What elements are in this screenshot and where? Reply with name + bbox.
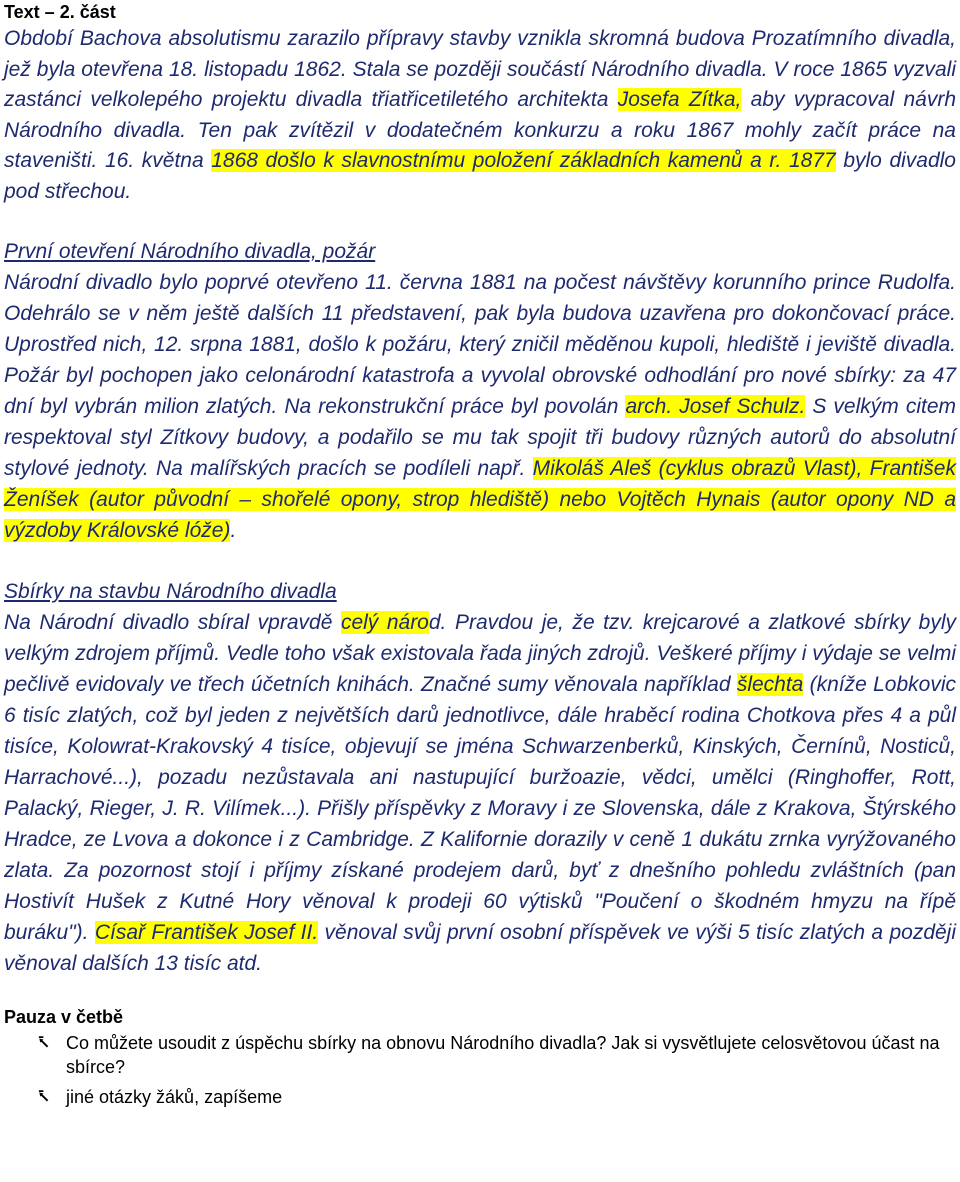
intro-text-1: Období Bachova absolutismu zarazilo přípravy stavby vznikla skromná budova Prozatímního divadla, jež byla otevřena 18. listopadu 1862. Stala se později součástí Národního divadla. V roce 1865 vyzvali zastánci velkolepého projektu divadla třiatřicetiletého architekta — [4, 27, 956, 111]
collections-text-3: (kníže Lobkovic 6 tisíc zlatých, což byl jeden z největších darů jednotlivce, dále hraběcí rodina Chotkova přes 4 a půl tisíce, Kolowrat-Krakovský 4 tisíce, objevují se jména Schwarzenberků, Kinských, Černínů, Nosticů, Harrachové...), pozadu nezůstavala ani nastupující buržoazie, vědci, umělci (Ringhoffer, Rott, Palacký, Rieger, J. R. Vilímek...). Přišly příspěvky z Moravy i ze Slovenska, dále z Krakova, Štýrského Hradce, ze Lvova a dokonce i z Cambridge. Z Kalifornie dorazily v ceně 1 dukátu zrnka vyrýžovaného zlata. Za pozornost stojí i příjmy získané prodejem darů, byť z dnešního pohledu zvláštních (pan Hostivít Hušek z Kutné Hory věnoval k prodeji 60 výtisků "Poučení o škodném hmyzu na řípě buráku"). — [4, 673, 956, 944]
opening-text-2: S velkým citem respektoval styl Zítkovy budovy, a podařilo se mu tak spojit tři budovy různých autorů do absolutní stylové jednoty. Na malířských pracích se podíleli např. — [4, 395, 956, 480]
intro-highlight-2: 1868 došlo k slavnostnímu položení základních kamenů a r. 1877 — [211, 149, 836, 172]
intro-highlight-1: Josefa Zítka, — [617, 88, 742, 111]
collections-highlight-3: Císař František Josef II. — [94, 921, 319, 944]
pause-title: Pauza v četbě — [4, 1007, 124, 1027]
arrow-up-left-icon: ⭶ — [38, 1087, 50, 1107]
opening-text-1: Národní divadlo bylo poprvé otevřeno 11. června 1881 na počest návštěvy korunního prince Rudolfa. Odehrálo se v něm ještě dalších 11 představení, pak byla budova uzavřena pro dokončovací práce. Uprostřed nich, 12. srpna 1881, došlo k požáru, který zničil měděnou kupoli, hlediště i jeviště divadla. Požár byl pochopen jako celonárodní katastrofa a vyvolal obrovské odhodlání pro nové sbírky: za 47 dní byl vybrán milion zlatých. Na rekonstrukční práce byl povolán — [4, 271, 956, 418]
intro-text-3: bylo divadlo pod střechou. — [4, 149, 956, 203]
arrow-up-left-icon: ⭶ — [38, 1033, 50, 1053]
collections-text-4: věnoval svůj první osobní příspěvek ve výši 5 tisíc zlatých a později věnoval dalších 13 tisíc atd. — [4, 921, 957, 975]
collections-text-2: d. Pravdou je, že tzv. krejcarové a zlatkové sbírky byly velkým zdrojem příjmů. Vedle toho však existovala řada jiných zdrojů. Veškeré příjmy i výdaje se velmi pečlivě evidovaly ve třech účetních knihách. Značné sumy věnovala například — [4, 611, 956, 696]
spacer — [4, 207, 956, 237]
opening-paragraph — [4, 267, 956, 546]
spacer — [4, 979, 956, 1005]
question-text: jiné otázky žáků, zapíšeme — [66, 1087, 283, 1107]
section-title-collections: Sbírky na stavbu Národního divadla — [4, 580, 337, 603]
question-text: Co můžete usoudit z úspěchu sbírky na obnovu Národního divadla? Jak si vysvětlujete celosvětovou účast na sbírce? — [66, 1033, 940, 1077]
opening-highlight-2: Mikoláš Aleš (cyklus obrazů Vlast), František Ženíšek (autor původní – shořelé opony, strop hlediště) nebo Vojtěch Hynais (autor opony ND a výzdoby Královské lóže) — [4, 457, 956, 542]
list-item — [4, 1085, 956, 1109]
list-item — [4, 1031, 956, 1079]
collections-highlight-2: šlechta — [736, 673, 804, 696]
intro-text-2: aby vypracoval návrh Národního divadla. Ten pak zvítězil v dodatečném konkurzu a roku 1867 mohly začít práce na staveništi. 16. května — [4, 88, 956, 172]
question-list — [4, 1031, 956, 1109]
collections-highlight-1: celý náro — [340, 611, 429, 634]
intro-paragraph — [4, 24, 956, 207]
collections-text-1: Na Národní divadlo sbíral vpravdě — [4, 611, 341, 634]
document-heading: Text – 2. část — [4, 2, 116, 22]
opening-text-3: . — [230, 519, 237, 542]
section-title-opening: První otevření Národního divadla, požár — [4, 240, 376, 263]
opening-highlight-1: arch. Josef Schulz. — [625, 395, 806, 418]
collections-paragraph — [4, 607, 956, 979]
spacer — [4, 546, 956, 577]
